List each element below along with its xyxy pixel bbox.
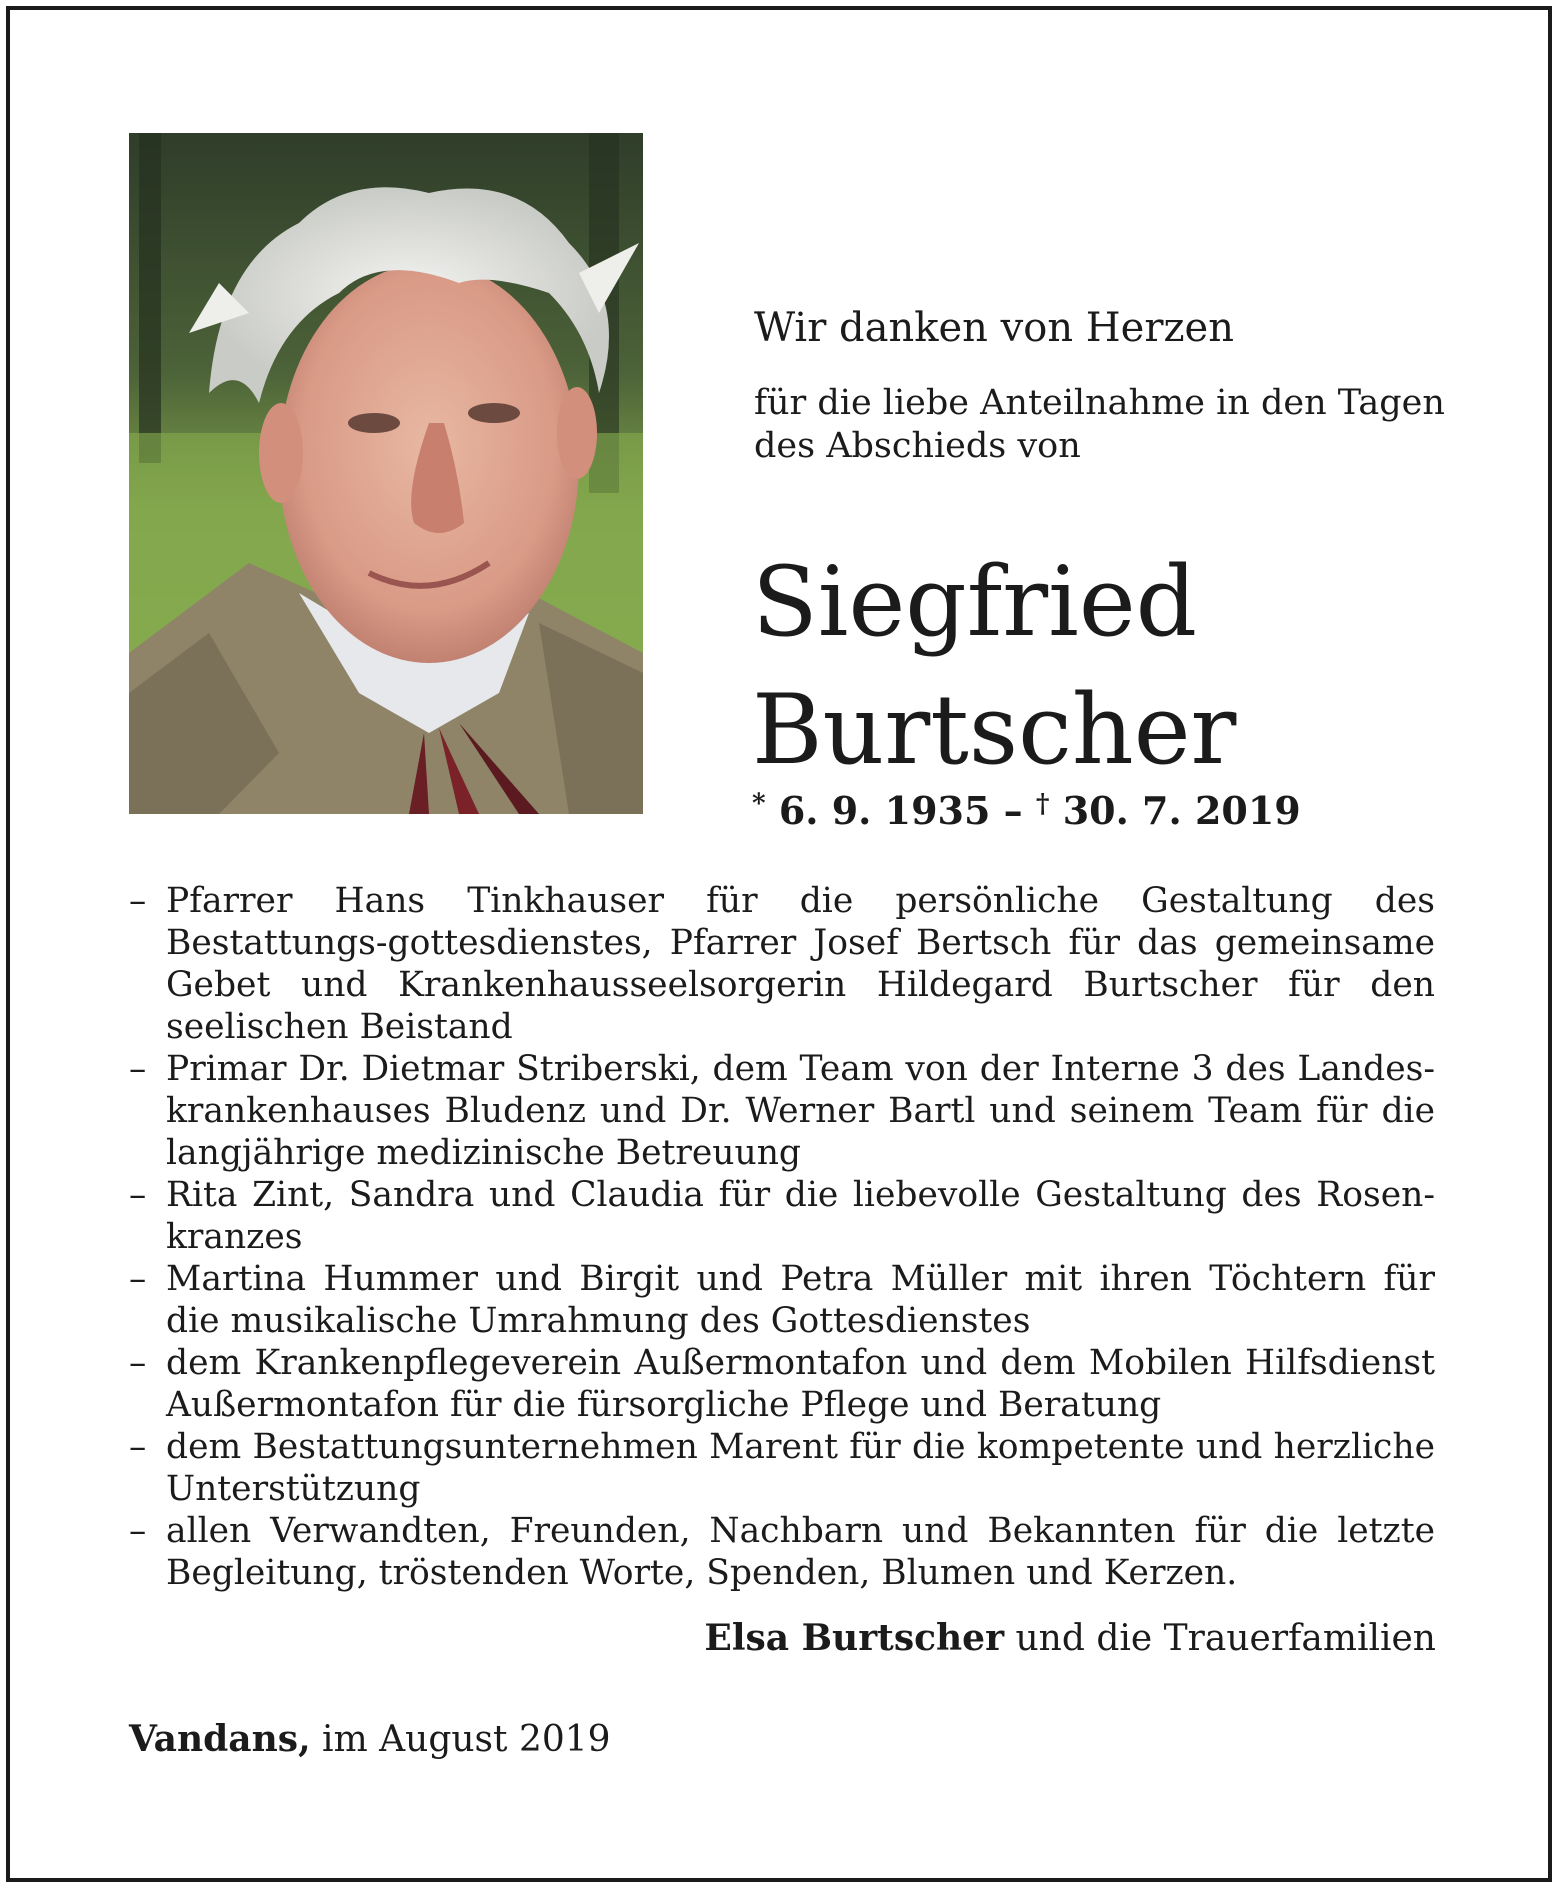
- birth-symbol: *: [752, 789, 766, 819]
- list-item-text: Primar Dr. Dietmar Striberski, dem Team von der Interne 3 des Landes-krankenhauses Bludenz und Dr. Werner Bartl und seinem Team für die langjährige medizinische Betreuung: [166, 1049, 1435, 1173]
- signature: [704, 1614, 1436, 1663]
- sub-heading-line-1: für die liebe Anteilnahme in den Tagen: [754, 383, 1445, 423]
- list-item-text: Rita Zint, Sandra und Claudia für die liebevolle Gestaltung des Rosen-kranzes: [166, 1175, 1435, 1257]
- list-item: [129, 1174, 1435, 1258]
- place-town: Vandans,: [129, 1718, 311, 1760]
- birth-date: 6. 9. 1935: [778, 788, 991, 833]
- portrait-image: [129, 133, 643, 814]
- list-item: [129, 1426, 1435, 1510]
- place-date-text: im August 2019: [310, 1719, 611, 1760]
- list-item-text: Martina Hummer und Birgit und Petra Müller mit ihren Töchtern für die musikalische Umrahmung des Gottesdienstes: [166, 1259, 1435, 1341]
- list-bullet: –: [129, 1049, 147, 1089]
- list-bullet: –: [129, 1427, 147, 1467]
- list-item-text: Pfarrer Hans Tinkhauser für die persönliche Gestaltung des Bestattungs-gottesdienstes, Pfarrer Josef Bertsch für das gemeinsame Gebet und Krankenhausseelsorgerin Hildegard Burtscher für den seelischen Beistand: [166, 881, 1435, 1047]
- list-item: [129, 1510, 1435, 1594]
- date-separator: –: [1003, 788, 1023, 833]
- list-bullet: –: [129, 1175, 147, 1215]
- list-item: [129, 1258, 1435, 1342]
- list-item: [129, 880, 1435, 1048]
- death-symbol: †: [1035, 789, 1050, 819]
- list-bullet: –: [129, 1511, 147, 1551]
- death-date: 30. 7. 2019: [1062, 788, 1301, 833]
- deceased-last-name: Burtscher: [752, 674, 1237, 786]
- list-item: [129, 1048, 1435, 1174]
- deceased-first-name: Siegfried: [752, 546, 1198, 658]
- list-bullet: –: [129, 1343, 147, 1383]
- list-item-text: dem Krankenpflegeverein Außermontafon und dem Mobilen Hilfsdienst Außermontafon für die fürsorgliche Pflege und Beratung: [166, 1343, 1435, 1425]
- list-bullet: –: [129, 881, 147, 921]
- intro-block: [754, 300, 1454, 468]
- sub-heading-line-2: des Abschieds von: [754, 426, 1081, 466]
- deceased-name: [752, 538, 1236, 794]
- life-dates: [752, 778, 1301, 837]
- list-item: [129, 1342, 1435, 1426]
- list-item-text: dem Bestattungsunternehmen Marent für die kompetente und herzliche Unterstützung: [166, 1427, 1435, 1509]
- thanks-list: [129, 880, 1435, 1594]
- signature-name: Elsa Burtscher: [704, 1617, 1005, 1659]
- thanks-heading: Wir danken von Herzen: [754, 305, 1234, 351]
- portrait-photo: [129, 133, 643, 814]
- list-bullet: –: [129, 1259, 147, 1299]
- signature-rest: und die Trauerfamilien: [1004, 1618, 1436, 1659]
- place-date: [129, 1715, 611, 1764]
- list-item-text: allen Verwandten, Freunden, Nachbarn und Bekannten für die letzte Begleitung, tröstenden Worte, Spenden, Blumen und Kerzen.: [166, 1511, 1435, 1593]
